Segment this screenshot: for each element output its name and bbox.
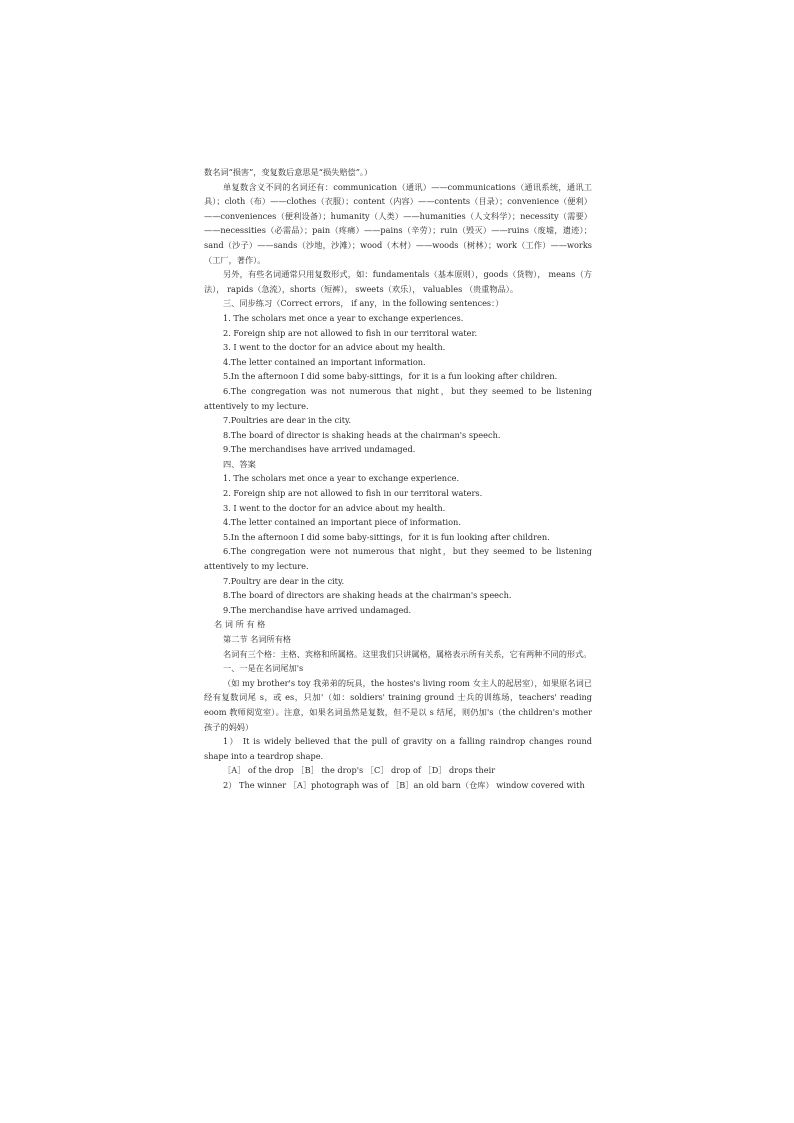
section-heading-exercises: 三、同步练习（Correct errors， if any，in the following sentences：） [223,298,504,309]
answer-item: 3. I went to the doctor for an advice about my health. [223,502,446,513]
question-item: 1） It is widely believed that the pull of gravity on a falling raindrop changes round shape into a teardrop shape. [204,736,592,761]
answer-item: 1. The scholars met once a year to exchange experience. [223,473,460,484]
answer-item: 4.The letter contained an important piece of information. [223,517,461,528]
answer-item: 9.The merchandise have arrived undamaged. [223,604,412,615]
exercise-item: 7.Poultries are dear in the city. [223,415,352,426]
exercise-item: 1. The scholars met once a year to exchange experiences. [223,312,464,323]
paragraph-cases: 名词有三个格：主格、宾格和所属格。这里我们只讲属格，属格表示所有关系，它有两种不同的形式。 [223,648,592,659]
answer-item: 5.In the afternoon I did some baby-sittings，for it is fun looking after children. [223,531,550,542]
paragraph-plural-only: 另外，有些名词通常只用复数形式，如：fundamentals（基本原则），goods（货物）， means（方法）， rapids（急流），shorts（短裤）， sweets（欢乐）， valuables （贵重物品）。 [204,269,592,294]
exercise-item: 6.The congregation was not numerous that night，but they seemed to be listening attentively to my lecture. [204,385,592,411]
section-title: 第二节 名词所有格 [223,634,292,644]
text-line: 数名词“损害”，变复数后意思是“损失赔偿”。） [204,167,373,177]
chapter-heading-text: 名 词 所 有 格 [214,619,266,630]
exercise-item: 8.The board of director is shaking heads at the chairman's speech. [223,429,501,440]
exercise-item: 3. I went to the doctor for an advice about my health. [223,342,446,353]
question-item: 2） The winner ［A］photograph was of ［B］an old barn（仓库） window covered with [223,779,585,790]
exercise-item: 2. Foreign ship are not allowed to fish in our territoral water. [223,327,478,338]
exercise-item: 9.The merchandises have arrived undamaged. [223,444,416,455]
answer-item: 6.The congregation were not numerous that night，but they seemed to be listening attentively to my lecture. [204,546,592,572]
question-options: ［A］ of the drop ［B］ the drop's ［C］ drop of ［D］ drops their [223,765,496,776]
document-body [204,165,592,793]
exercise-item: 4.The letter contained an important information. [223,356,426,367]
section-heading-answers: 四、答案 [223,458,256,469]
exercise-item: 5.In the afternoon I did some baby-sittings，for it is a fun looking after children. [223,371,558,382]
chapter-heading [204,617,592,632]
answer-item: 7.Poultry are dear in the city. [223,575,345,586]
paragraph-plural-meaning: 单复数含义不同的名词还有：communication（通讯）——communications（通讯系统，通讯工具）；cloth（布）——clothes（衣服）；content（内容）——contents（目录）；convenience（便利）——conveniences（便利设备）；humanity（人类）——humanities（人文科学）；necessity（需要）——necessities（必需品）；pain（疼痛）——pains（辛劳）；ruin（毁灭）——ruins（废墟，遗迹）；sand（沙子）——sands（沙地，沙滩）；wood（木材）——woods（树林）；work（工作）——works（工厂，著作）。 [204,181,592,265]
paragraph-possessive: （如 my brother's toy 我弟弟的玩具，the hostes's living room 女主人的起居室），如果原名词已经有复数词尾 s，或 es，只加'（如：soldiers' training ground 士兵的训练场，teachers' reading eoom 教师阅览室）。注意，如果名词虽然是复数，但不是以 s 结尾，则仍加's（the children's mother 孩子的妈妈） [204,677,592,732]
answer-item: 8.The board of directors are shaking heads at the chairman's speech. [223,590,512,601]
answer-item: 2. Foreign ship are not allowed to fish in our territoral waters. [223,488,483,499]
subsection-heading: 一、一是在名词尾加's [223,663,304,674]
